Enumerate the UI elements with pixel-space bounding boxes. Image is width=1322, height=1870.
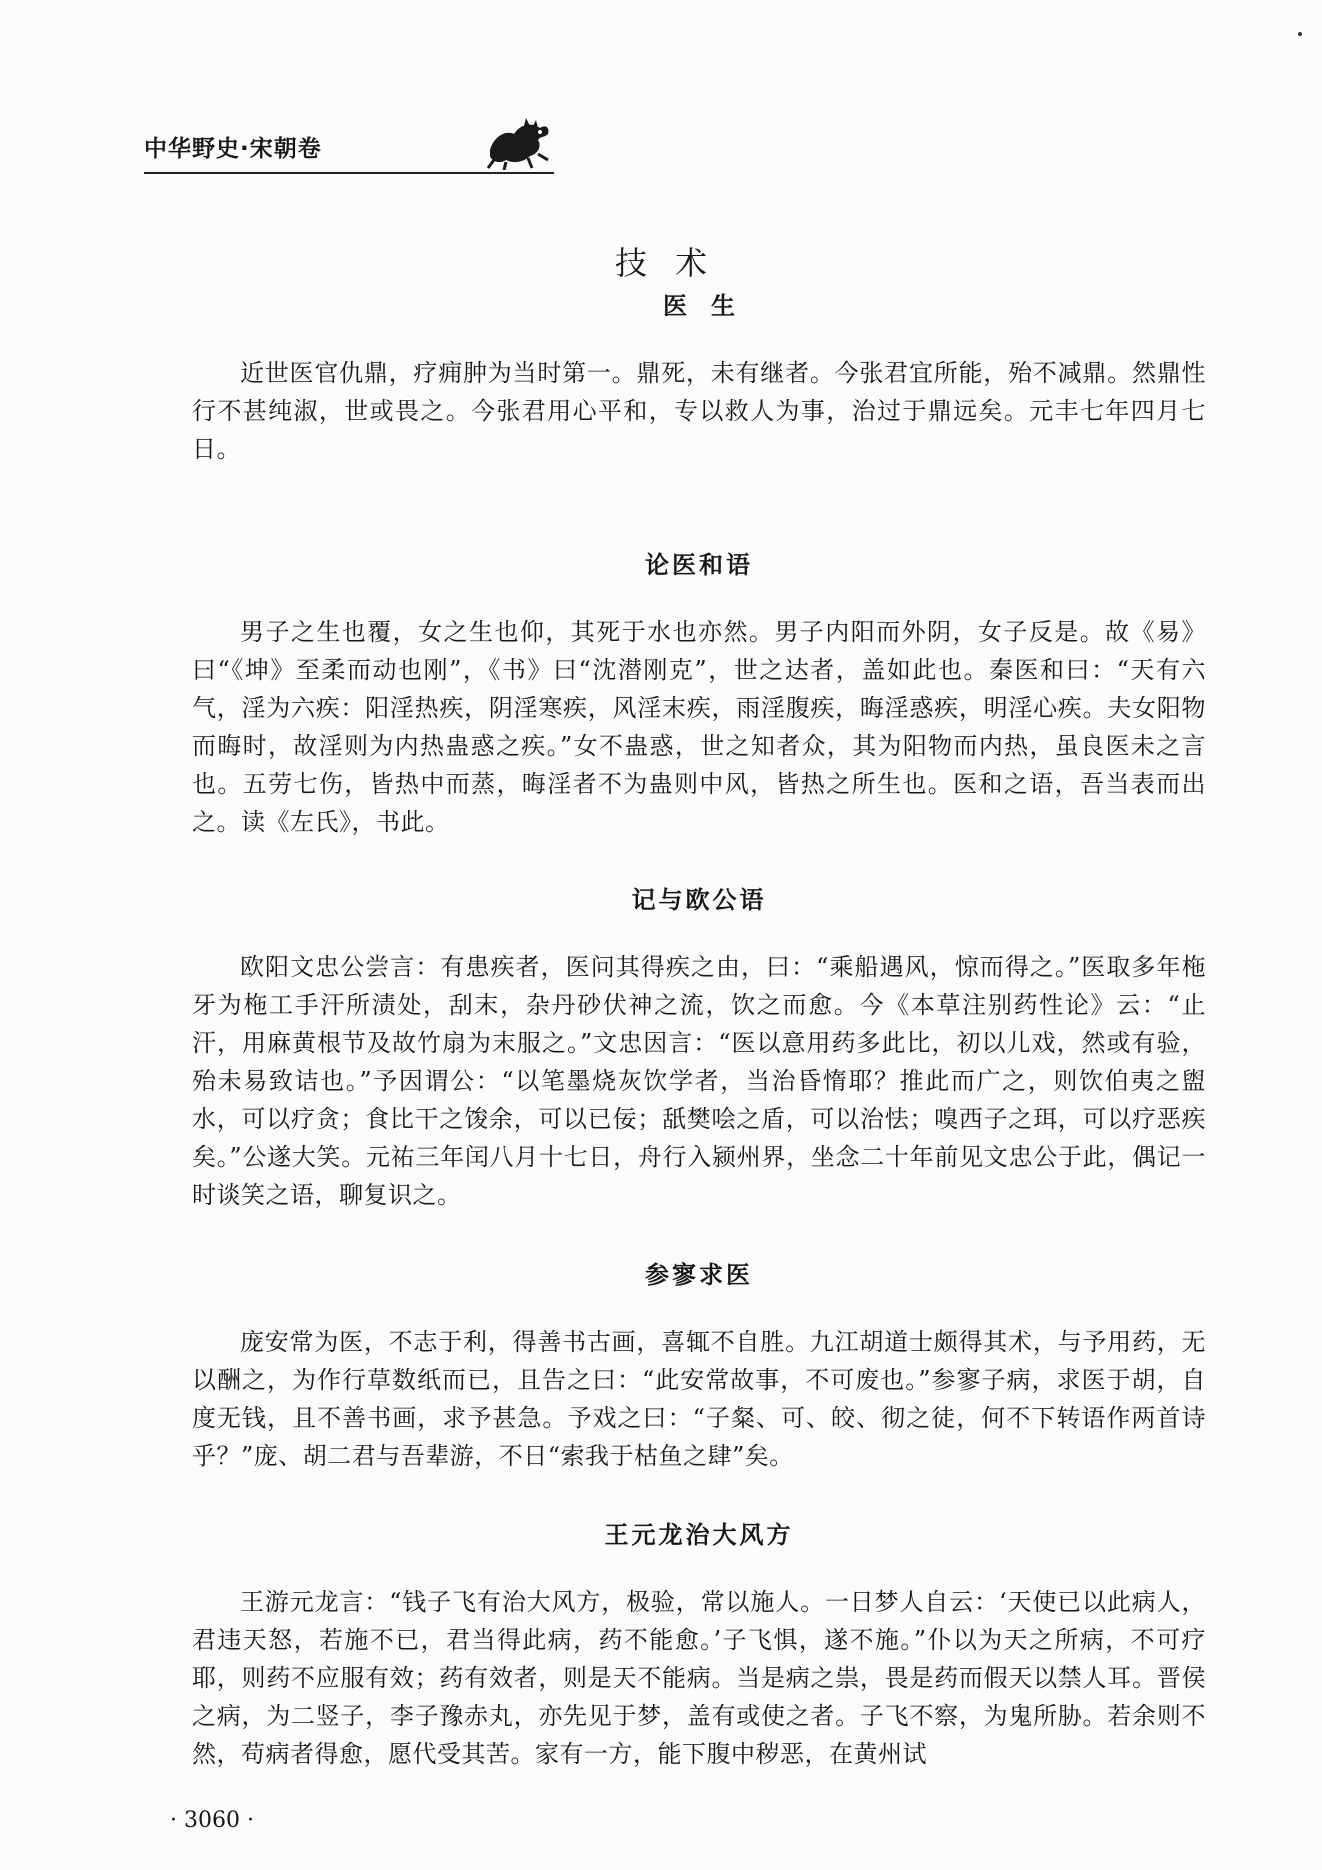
header-rule [144, 172, 554, 174]
page-number: · 3060 · [170, 1808, 254, 1833]
article-can-liao-qiu-yi [192, 1255, 1206, 1475]
section-title: 记与欧公语 [631, 885, 767, 914]
article-wang-yuan-long [192, 1515, 1206, 1773]
dragon-emblem-icon [484, 116, 554, 170]
section-body: 近世医官仇鼎，疗痈肿为当时第一。鼎死，未有继者。今张君宜所能，殆不减鼎。然鼎性行不甚纯淑，世或畏之。今张君用心平和，专以救人为事，治过于鼎远矣。元丰七年四月七日。 [192, 359, 1206, 463]
section-title: 医生 [663, 291, 759, 320]
scan-speck [1298, 32, 1302, 36]
chapter-title: 技术 [614, 244, 735, 282]
section-body: 男子之生也覆，女之生也仰，其死于水也亦然。男子内阳而外阴，女子反是。故《易》曰“《坤》至柔而动也刚”，《书》曰“沈潜刚克”，世之达者，盖如此也。秦医和曰：“天有六气，淫为六疾：阳淫热疾，阴淫寒疾，风淫末疾，雨淫腹疾，晦淫惑疾，明淫心疾。夫女阳物而晦时，故淫则为内热蛊惑之疾。”女不蛊惑，世之知者众，其为阳物而内热，虽良医未之言也。五劳七伤，皆热中而蒸，晦淫者不为蛊则中风，皆热之所生也。医和之语，吾当表而出之。读《左氏》，书此。 [192, 618, 1206, 836]
article-lun-yi-he-yu [192, 545, 1206, 841]
section-body: 王游元龙言：“钱子飞有治大风方，极验，常以施人。一日梦人自云：‘天使已以此病人，君违天怒，若施不已，君当得此病，药不能愈。’子飞惧，遂不施。”仆以为天之所病，不可疗耶，则药不应服有效；药有效者，则是天不能病。当是病之祟，畏是药而假天以禁人耳。晋侯之病，为二竖子，李子豫赤丸，亦先见于梦，盖有或使之者。子飞不察，为鬼所胁。若余则不然，苟病者得愈，愿代受其苦。家有一方，能下腹中秽恶，在黄州试 [192, 1588, 1206, 1768]
section-title: 王元龙治大风方 [604, 1520, 794, 1549]
article-yisheng [192, 286, 1206, 468]
section-body: 欧阳文忠公尝言：有患疾者，医问其得疾之由，曰：“乘船遇风，惊而得之。”医取多年柂牙为柂工手汗所渍处，刮末，杂丹砂伏神之流，饮之而愈。今《本草注别药性论》云：“止汗，用麻黄根节及故竹扇为末服之。”文忠因言：“医以意用药多此比，初以儿戏，然或有验，殆未易致诘也。”予因谓公：“以笔墨烧灰饮学者，当治昏惰耶？推此而广之，则饮伯夷之盥水，可以疗贪；食比干之馂余，可以已佞；舐樊哙之盾，可以治怯；嗅西子之珥，可以疗恶疾矣。”公遂大笑。元祐三年闰八月十七日，舟行入颍州界，坐念二十年前见文忠公于此，偶记一时谈笑之语，聊复识之。 [192, 953, 1206, 1209]
section-body: 庞安常为医，不志于利，得善书古画，喜辄不自胜。九江胡道士颇得其术，与予用药，无以酬之，为作行草数纸而已，且告之曰：“此安常故事，不可废也。”参寥子病，求医于胡，自度无钱，且不善书画，求予甚急。予戏之曰：“子粲、可、皎、彻之徒，何不下转语作两首诗乎？”庞、胡二君与吾辈游，不日“索我于枯鱼之肆”矣。 [192, 1328, 1206, 1470]
article-ji-yu-ou-gong-yu [192, 880, 1206, 1214]
running-header-title: 中华野史·宋朝卷 [144, 136, 322, 162]
section-title: 论医和语 [645, 550, 753, 579]
running-header [144, 116, 554, 182]
section-title: 参寥求医 [645, 1260, 753, 1289]
